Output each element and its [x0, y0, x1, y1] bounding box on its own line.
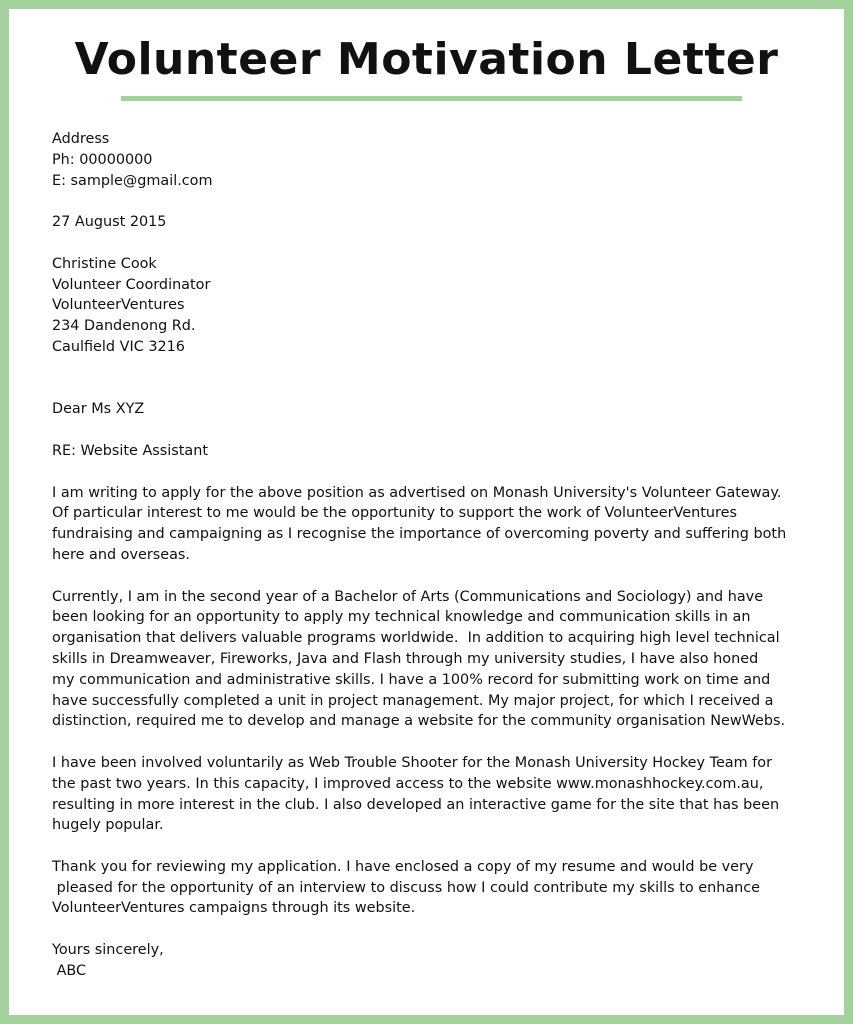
- paragraph-line: Currently, I am in the second year of a Bachelor of Arts (Communications and Sociology) and have: [52, 588, 764, 605]
- paragraph-line: Of particular interest to me would be the opportunity to support the work of VolunteerVentures: [52, 505, 737, 522]
- paragraph-line: the past two years. In this capacity, I improved access to the website www.monashhockey.com.au,: [52, 775, 764, 792]
- paragraph-line: pleased for the opportunity of an interview to discuss how I could contribute my skills to enhance: [52, 879, 761, 896]
- paragraph-line: skills in Dreamweaver, Fireworks, Java and Flash through my university studies, I have also honed: [52, 650, 759, 667]
- page-title: Volunteer Motivation Letter: [74, 34, 779, 85]
- paragraph-line: my communication and administrative skills. I have a 100% record for submitting work on time and: [52, 671, 771, 688]
- recipient-block: [52, 254, 822, 358]
- salutation-block: [52, 399, 822, 420]
- paragraph-line: organisation that delivers valuable programs worldwide. In addition to acquiring high level technical: [52, 630, 780, 647]
- salutation: Dear Ms XYZ: [52, 401, 145, 418]
- title-underline: [121, 96, 742, 101]
- paragraph-line: have successfully completed a unit in project management. My major project, for which I received a: [52, 692, 774, 709]
- paragraph-line: I have been involved voluntarily as Web Trouble Shooter for the Monash University Hockey Team for: [52, 754, 772, 771]
- sender-phone: Ph: 00000000: [52, 151, 153, 168]
- recipient-street: 234 Dandenong Rd.: [52, 318, 196, 335]
- paragraph-line: here and overseas.: [52, 546, 190, 563]
- paragraph-line: hugely popular.: [52, 817, 164, 834]
- subject-block: [52, 441, 822, 462]
- closing: Yours sincerely,: [52, 942, 164, 959]
- paragraph-line: been looking for an opportunity to apply my technical knowledge and communication skills in an: [52, 609, 751, 626]
- subject-line: RE: Website Assistant: [52, 442, 209, 459]
- closing-block: [52, 940, 822, 982]
- recipient-name: Christine Cook: [52, 255, 157, 272]
- paragraph-line: I am writing to apply for the above position as advertised on Monash University's Volunteer Gateway.: [52, 484, 782, 501]
- letter-date: 27 August 2015: [52, 214, 167, 231]
- recipient-organisation: VolunteerVentures: [52, 297, 185, 314]
- paragraph-line: resulting in more interest in the club. I also developed an interactive game for the site that has been: [52, 796, 780, 813]
- paragraph-line: Thank you for reviewing my application. I have enclosed a copy of my resume and would be very: [52, 858, 754, 875]
- sender-address: Address: [52, 131, 110, 147]
- paragraph-1: [52, 483, 822, 566]
- signature: ABC: [52, 962, 87, 979]
- paragraph-2: [52, 587, 822, 733]
- paragraph-line: distinction, required me to develop and manage a website for the community organisation NewWebs.: [52, 713, 786, 730]
- sender-block: [52, 129, 822, 191]
- paragraph-line: VolunteerVentures campaigns through its website.: [52, 900, 416, 917]
- letter-body: [52, 129, 822, 982]
- sender-email: E: sample@gmail.com: [52, 172, 213, 189]
- date-block: [52, 212, 822, 233]
- paragraph-line: fundraising and campaigning as I recognise the importance of overcoming poverty and suffering both: [52, 526, 787, 543]
- paragraph-4: [52, 857, 822, 919]
- recipient-position: Volunteer Coordinator: [52, 276, 211, 293]
- paragraph-3: [52, 753, 822, 836]
- recipient-city: Caulfield VIC 3216: [52, 338, 185, 355]
